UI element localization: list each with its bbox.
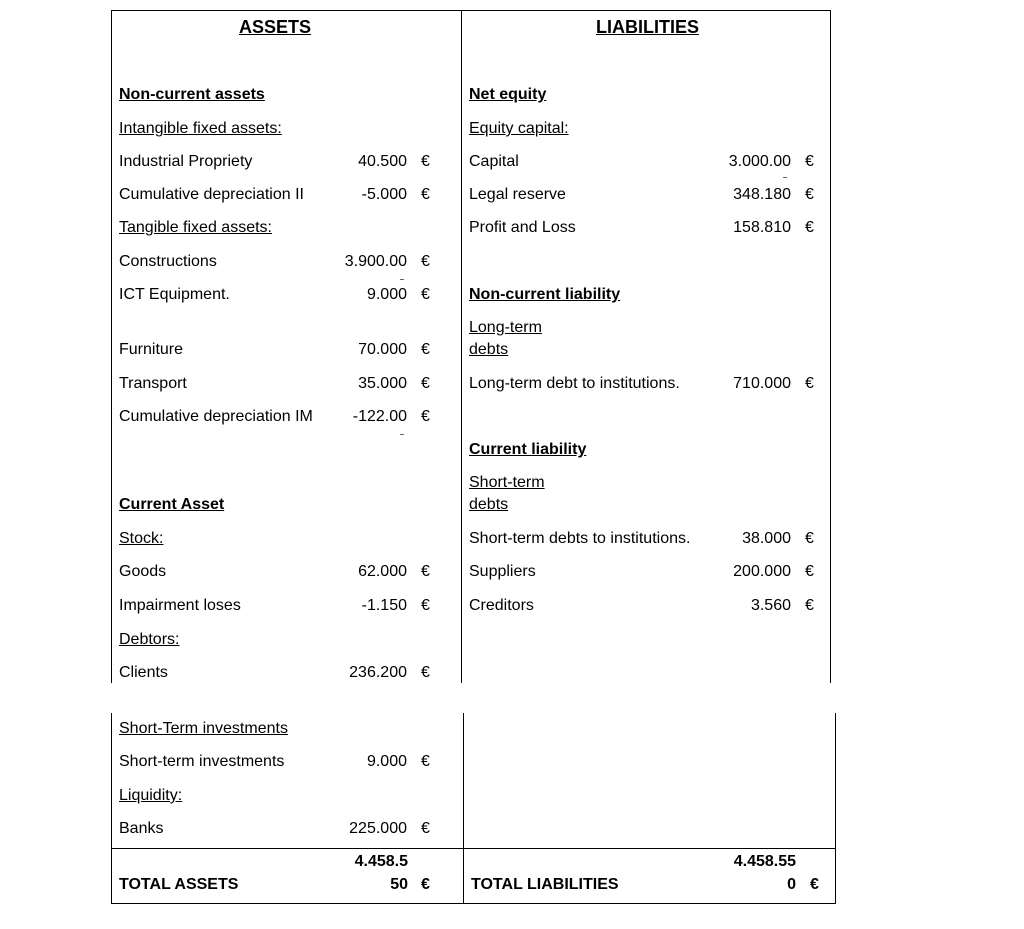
non-current-assets-title: Non-current assets [119, 86, 265, 103]
short-term-investments-label: Short-Term investments [119, 720, 288, 737]
profit-loss-value: 158.810 [733, 219, 791, 236]
equity-capital-label: Equity capital: [469, 120, 569, 137]
cum-dep-ii-label: Cumulative depreciation II [119, 186, 304, 203]
total-row-bottom-border [111, 903, 836, 904]
capital-value: 3.000.00 [728, 153, 791, 170]
total-row-top-border [111, 848, 836, 849]
euro-symbol: € [421, 341, 430, 358]
current-liability-title: Current liability [469, 441, 587, 458]
short-term-investments-row-label: Short-term investments [119, 753, 285, 770]
furniture-label: Furniture [119, 341, 184, 358]
long-term-debts-label-line2: debts [469, 341, 509, 358]
euro-symbol: € [805, 563, 814, 580]
clients-value: 236.200 [349, 664, 407, 681]
left-border-top [111, 10, 112, 683]
legal-reserve-label: Legal reserve [469, 186, 566, 203]
short-term-debt-institutions-label: Short-term debts to institutions. [469, 530, 691, 547]
clients-label: Clients [119, 664, 168, 681]
assets-header: ASSETS [239, 17, 312, 37]
debtors-label: Debtors: [119, 631, 180, 648]
total-assets-value-line2: 50 [390, 876, 408, 893]
cell-overflow-mark [783, 177, 787, 178]
euro-symbol: € [810, 876, 819, 893]
right-border-bottom [835, 713, 836, 849]
long-term-debt-institutions-value: 710.000 [733, 375, 791, 392]
cum-dep-ii-value: -5.000 [361, 186, 407, 203]
goods-value: 62.000 [358, 563, 407, 580]
middle-border-bottom [463, 713, 464, 904]
banks-label: Banks [119, 820, 164, 837]
left-border-bottom [111, 713, 112, 904]
total-liabilities-value-line1: 4.458.55 [733, 853, 796, 870]
euro-symbol: € [421, 408, 430, 425]
capital-label: Capital [469, 153, 519, 170]
euro-symbol: € [805, 153, 814, 170]
current-asset-title: Current Asset [119, 496, 225, 513]
euro-symbol: € [421, 876, 430, 893]
tangible-label: Tangible fixed assets: [119, 219, 272, 236]
short-term-debts-label-line1: Short-term [469, 474, 545, 491]
non-current-liability-title: Non-current liability [469, 286, 621, 303]
total-assets-label: TOTAL ASSETS [119, 876, 239, 893]
euro-symbol: € [805, 530, 814, 547]
euro-symbol: € [421, 597, 430, 614]
profit-loss-label: Profit and Loss [469, 219, 576, 236]
total-assets-value-line1: 4.458.5 [354, 853, 408, 870]
short-term-debt-institutions-value: 38.000 [742, 530, 791, 547]
euro-symbol: € [421, 753, 430, 770]
euro-symbol: € [805, 597, 814, 614]
short-term-debts-label-line2: debts [469, 496, 509, 513]
short-term-investments-value: 9.000 [366, 753, 407, 770]
total-liabilities-value-line2: 0 [787, 876, 796, 893]
cum-dep-im-value: -122.00 [352, 408, 407, 425]
right-border-total [835, 848, 836, 904]
industrial-propriety-value: 40.500 [358, 153, 407, 170]
ict-value: 9.000 [366, 286, 407, 303]
furniture-value: 70.000 [358, 341, 407, 358]
intangible-label: Intangible fixed assets: [119, 120, 282, 137]
constructions-label: Constructions [119, 253, 217, 270]
impairment-label: Impairment loses [119, 597, 241, 614]
right-border-top [830, 10, 831, 683]
euro-symbol: € [805, 186, 814, 203]
liabilities-header: LIABILITIES [596, 17, 699, 37]
industrial-propriety-label: Industrial Propriety [119, 153, 253, 170]
transport-value: 35.000 [358, 375, 407, 392]
ict-label: ICT Equipment. [119, 286, 230, 303]
euro-symbol: € [421, 253, 430, 270]
liquidity-label: Liquidity: [119, 787, 183, 804]
long-term-debt-institutions-label: Long-term debt to institutions. [469, 375, 680, 392]
constructions-value: 3.900.00 [344, 253, 407, 270]
euro-symbol: € [421, 820, 430, 837]
total-liabilities-label: TOTAL LIABILITIES [471, 876, 619, 893]
euro-symbol: € [805, 219, 814, 236]
impairment-value: -1.150 [361, 597, 407, 614]
goods-label: Goods [119, 563, 167, 580]
middle-border-top [461, 10, 462, 683]
transport-label: Transport [119, 375, 187, 392]
euro-symbol: € [421, 153, 430, 170]
euro-symbol: € [421, 186, 430, 203]
banks-value: 225.000 [349, 820, 407, 837]
suppliers-label: Suppliers [469, 563, 536, 580]
euro-symbol: € [421, 375, 430, 392]
euro-symbol: € [421, 664, 430, 681]
euro-symbol: € [805, 375, 814, 392]
stock-label: Stock: [119, 530, 164, 547]
creditors-value: 3.560 [750, 597, 791, 614]
euro-symbol: € [421, 286, 430, 303]
euro-symbol: € [421, 563, 430, 580]
long-term-debts-label-line1: Long-term [469, 319, 542, 336]
cell-overflow-mark [400, 279, 404, 280]
creditors-label: Creditors [469, 597, 534, 614]
cum-dep-im-label: Cumulative depreciation IM [119, 408, 313, 425]
suppliers-value: 200.000 [733, 563, 791, 580]
legal-reserve-value: 348.180 [733, 186, 791, 203]
top-border [111, 10, 831, 11]
net-equity-title: Net equity [469, 86, 547, 103]
cell-overflow-mark [400, 434, 404, 435]
